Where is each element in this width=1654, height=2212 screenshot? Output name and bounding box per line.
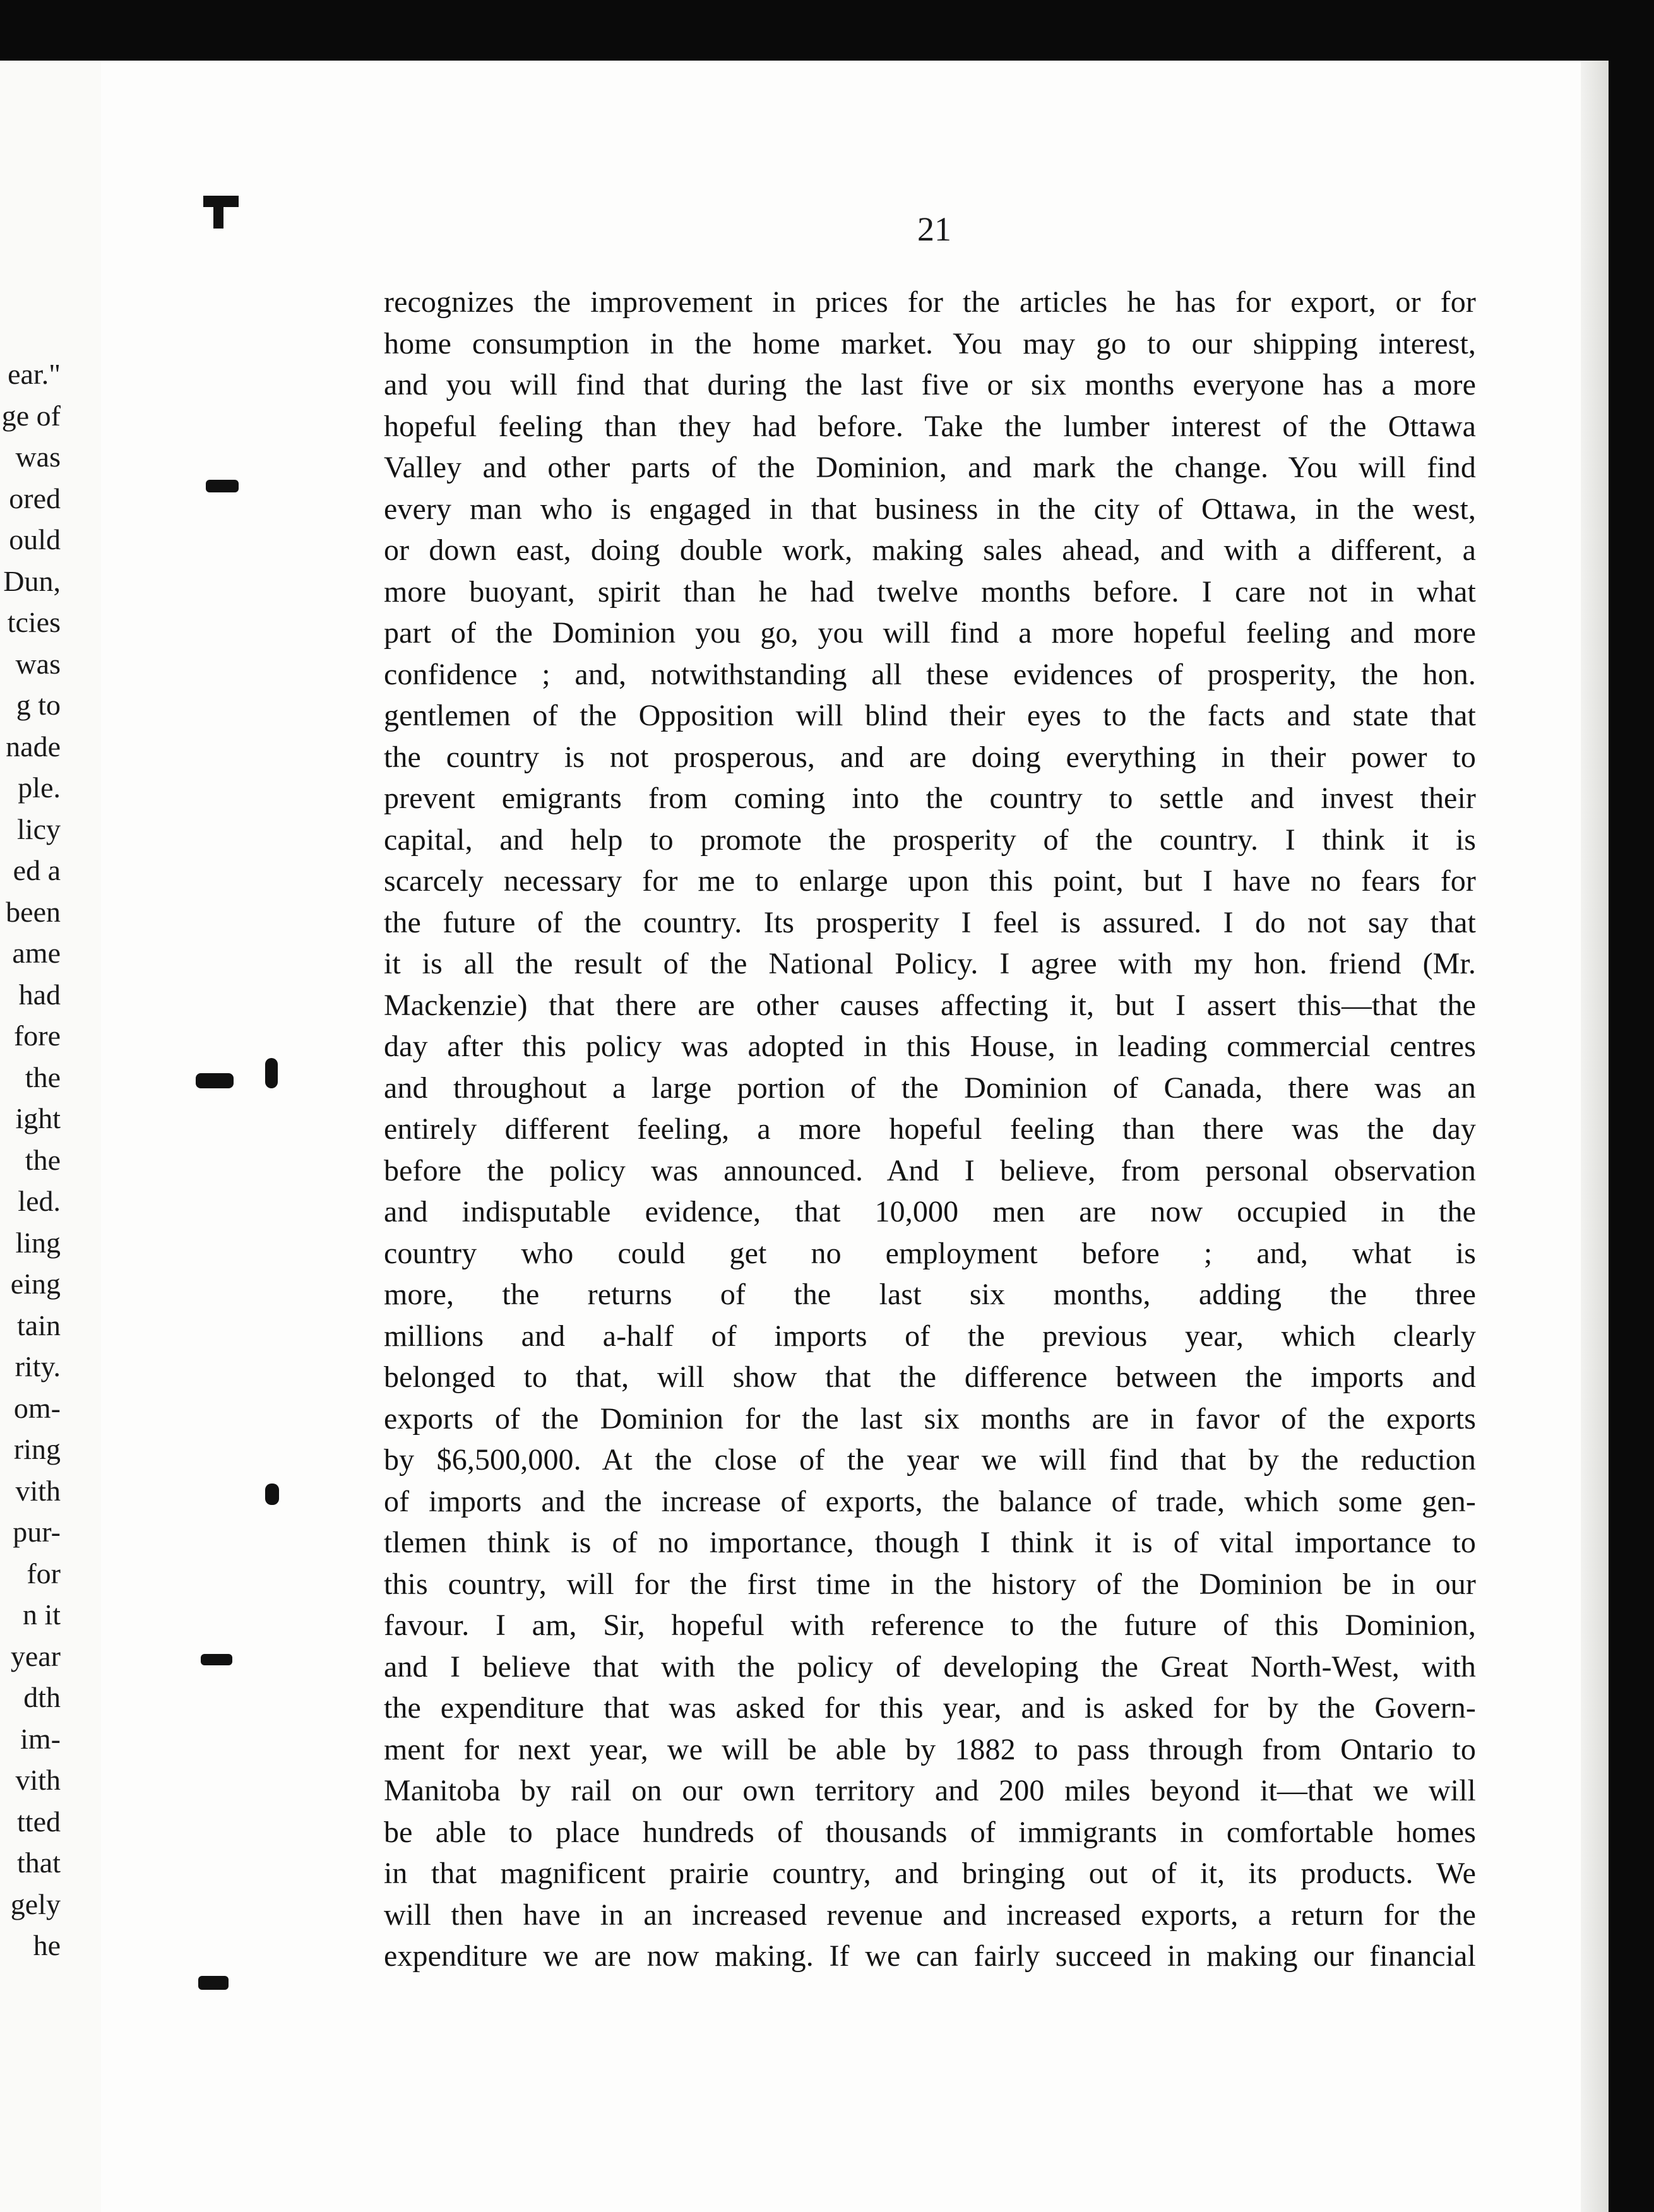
text-line: confidence ; and, notwithstanding all these evidences of prosperity, the hon. (384, 657, 1476, 691)
previous-page-line: was (15, 441, 61, 473)
body-text (384, 282, 1476, 1977)
text-line: prevent emigrants from coming into the country to settle and invest their (384, 782, 1476, 815)
text-line: and I believe that with the policy of developing the Great North-West, with (384, 1650, 1476, 1684)
previous-page-line: ored (9, 482, 61, 514)
text-line: the country is not prosperous, and are doing everything in their power to (384, 740, 1476, 774)
previous-page-line: ple. (18, 771, 61, 804)
text-line: before the policy was announced. And I believe, from personal observation (384, 1153, 1476, 1187)
previous-page-line: ould (9, 523, 61, 556)
text-line: and indisputable evidence, that 10,000 men are now occupied in the (384, 1195, 1476, 1228)
text-line: in that magnificent prairie country, and bringing out of it, its products. We (384, 1857, 1476, 1890)
previous-page-line: tain (17, 1309, 61, 1341)
text-line: more buoyant, spirit than he had twelve months before. I care not in what (384, 574, 1476, 609)
text-line: of imports and the increase of exports, the balance of trade, which some gen- (384, 1484, 1476, 1518)
text-line: it is all the result of the National Policy. I agree with my hon. friend (Mr. (384, 947, 1476, 980)
binding-mark (265, 1058, 278, 1088)
previous-page-line: im- (20, 1722, 61, 1755)
text-line: Valley and other parts of the Dominion, and mark the change. You will find (384, 451, 1476, 484)
text-line: exports of the Dominion for the last six months are in favor of the exports (384, 1401, 1476, 1436)
previous-page-line: vith (15, 1474, 61, 1507)
previous-page-line: licy (17, 812, 61, 845)
text-line: home consumption in the home market. You may go to our shipping interest, (384, 326, 1476, 360)
text-line: country who could get no employment before ; and, what is (384, 1236, 1476, 1270)
text-line: Mackenzie) that there are other causes affecting it, but I assert this—that the (384, 988, 1476, 1022)
scan-right-border (1609, 0, 1654, 2212)
previous-page-line: ge of (1, 399, 61, 432)
text-line: the future of the country. Its prosperity I feel is assured. I do not say that (384, 905, 1476, 939)
previous-page-line: tcies (7, 606, 61, 638)
page-edge-shadow (1581, 61, 1609, 2212)
previous-page-line: tted (17, 1805, 61, 1838)
text-line: scarcely necessary for me to enlarge upon this point, but I have no fears for (384, 864, 1476, 898)
previous-page-line: ear." (8, 358, 61, 390)
previous-page-line: nade (6, 730, 61, 763)
previous-page-line: dth (23, 1681, 61, 1713)
binding-mark (198, 1976, 229, 1990)
binding-mark (206, 480, 239, 492)
previous-page-line: been (6, 895, 61, 928)
text-line: entirely different feeling, a more hopeful feeling than there was the day (384, 1112, 1476, 1146)
previous-page-line: om- (13, 1391, 61, 1424)
text-line: every man who is engaged in that business in the city of Ottawa, in the west, (384, 492, 1476, 526)
text-line: by $6,500,000. At the close of the year we will find that by the reduction (384, 1443, 1476, 1477)
page-number: 21 (917, 210, 951, 248)
binding-mark (213, 201, 223, 229)
previous-page-line: ight (15, 1102, 61, 1134)
previous-page-line: pur- (13, 1516, 61, 1548)
previous-page-line: he (33, 1929, 61, 1961)
text-line: millions and a-half of imports of the previous year, which clearly (384, 1319, 1476, 1353)
text-line: and you will find that during the last five or six months everyone has a more (384, 368, 1476, 401)
binding-mark (201, 1654, 232, 1665)
text-line: will then have in an increased revenue and increased exports, a return for the (384, 1898, 1476, 1932)
text-line: Manitoba by rail on our own territory and 200 miles beyond it—that we will (384, 1774, 1476, 1807)
text-line: tlemen think is of no importance, though I think it is of vital importance to (384, 1526, 1476, 1559)
previous-page-line: ame (12, 937, 61, 969)
binding-mark (196, 1073, 234, 1088)
text-line: favour. I am, Sir, hopeful with reference to the future of this Dominion, (384, 1608, 1476, 1642)
text-line: the expenditure that was asked for this year, and is asked for by the Govern- (384, 1691, 1476, 1725)
previous-page-line: that (17, 1846, 61, 1879)
text-line: ment for next year, we will be able by 1882 to pass through from Ontario to (384, 1732, 1476, 1766)
text-line: be able to place hundreds of thousands of immigrants in comfortable homes (384, 1815, 1476, 1849)
previous-page-line: gely (10, 1888, 61, 1920)
text-line: expenditure we are now making. If we can fairly succeed in making our financial (384, 1939, 1476, 1973)
previous-page-line: n it (22, 1598, 61, 1631)
binding-mark (265, 1484, 279, 1505)
scan-top-border (0, 0, 1654, 61)
previous-page-line: eing (10, 1268, 61, 1300)
text-line: day after this policy was adopted in this House, in leading commercial centres (384, 1030, 1476, 1063)
text-line: part of the Dominion you go, you will find a more hopeful feeling and more (384, 616, 1476, 650)
previous-page-line: led. (18, 1185, 61, 1217)
previous-page-column (0, 354, 61, 1966)
text-line: more, the returns of the last six months, adding the three (384, 1278, 1476, 1311)
previous-page-line: ed a (13, 854, 61, 886)
text-line: and throughout a large portion of the Dominion of Canada, there was an (384, 1071, 1476, 1105)
previous-page-line: the (25, 1143, 61, 1176)
previous-page-line: was (15, 647, 61, 680)
previous-page-line: g to (16, 689, 61, 721)
text-line: hopeful feeling than they had before. Take the lumber interest of the Ottawa (384, 409, 1476, 443)
previous-page-line: Dun, (3, 564, 61, 597)
previous-page-line: had (18, 978, 61, 1011)
previous-page-line: vith (15, 1764, 61, 1796)
text-line: or down east, doing double work, making sales ahead, and with a different, a (384, 533, 1476, 567)
text-line: capital, and help to promote the prosperity of the country. I think it is (384, 823, 1476, 857)
previous-page-line: fore (13, 1020, 61, 1052)
text-line: this country, will for the first time in the history of the Dominion be in our (384, 1567, 1476, 1601)
text-line: belonged to that, will show that the difference between the imports and (384, 1360, 1476, 1394)
previous-page-line: year (10, 1639, 61, 1672)
text-line: gentlemen of the Opposition will blind their eyes to the facts and state that (384, 699, 1476, 732)
previous-page-line: for (27, 1557, 61, 1590)
previous-page-line: rity. (15, 1350, 61, 1382)
previous-page-line: the (25, 1061, 61, 1093)
previous-page-line: ring (13, 1433, 61, 1465)
text-line: recognizes the improvement in prices for the articles he has for export, or for (384, 285, 1476, 319)
previous-page-line: ling (15, 1226, 61, 1259)
